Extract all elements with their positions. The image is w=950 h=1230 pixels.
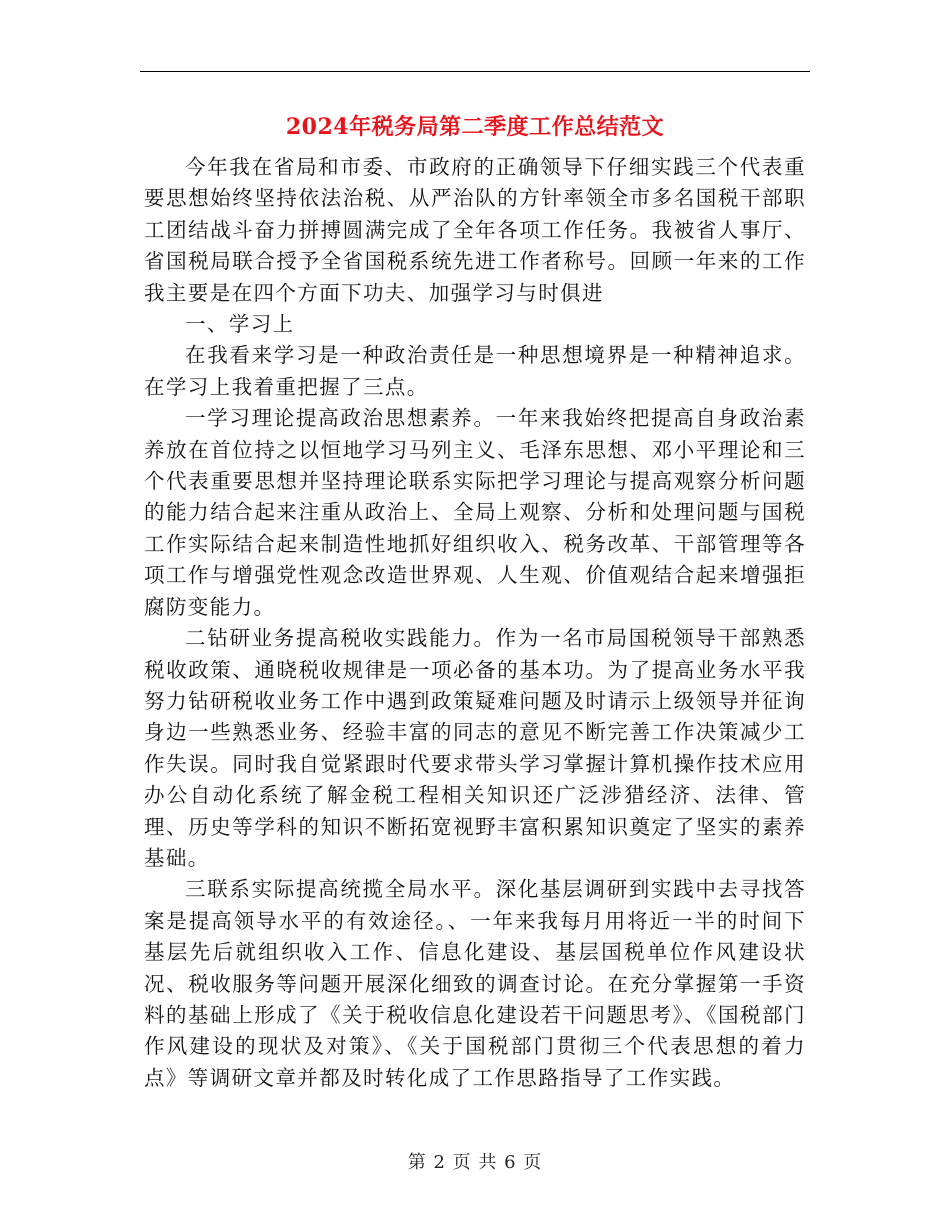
paragraph-point-one: 一学习理论提高政治思想素养。一年来我始终把提高自身政治素养放在首位持之以恒地学习马列主义、毛泽东思想、邓小平理论和三个代表重要思想并坚持理论联系实际把学习理论与提高观察分析问题的能力结合起来注重从政治上、全局上观察、分析和处理问题与国税工作实际结合起来制造性地抓好组织收入、税务改革、干部管理等各项工作与增强党性观念改造世界观、人生观、价值观结合起来增强拒腐防变能力。: [144, 406, 806, 619]
paragraph-point-three: 三联系实际提高统揽全局水平。深化基层调研到实践中去寻找答案是提高领导水平的有效途径。、一年来我每月用将近一半的时间下基层先后就组织收入工作、信息化建设、基层国税单位作风建设状况、税收服务等问题开展深化细致的调查讨论。在充分掌握第一手资料的基础上形成了《关于税收信息化建设若干问题思考》、《国税部门作风建设的现状及对策》、《关于国税部门贯彻三个代表思想的着力点》等调研文章并都及时转化成了工作思路指导了工作实践。: [144, 877, 806, 1090]
document-title: 2024年税务局第二季度工作总结范文: [285, 114, 665, 140]
paragraph-study-overview: 在我看来学习是一种政治责任是一种思想境界是一种精神追求。在学习上我着重把握了三点。: [144, 343, 806, 399]
header-rule: [140, 71, 810, 72]
document-body: [144, 152, 806, 1094]
page-number: 第 2 页 共 6 页: [407, 1152, 543, 1173]
paragraph-point-two: 二钻研业务提高税收实践能力。作为一名市局国税领导干部熟悉税收政策、通晓税收规律是一项必备的基本功。为了提高业务水平我努力钻研税收业务工作中遇到政策疑难问题及时请示上级领导并征询身边一些熟悉业务、经验丰富的同志的意见不断完善工作决策减少工作失误。同时我自觉紧跟时代要求带头学习掌握计算机操作技术应用办公自动化系统了解金税工程相关知识还广泛涉猎经济、法律、管理、历史等学科的知识不断拓宽视野丰富积累知识奠定了坚实的素养基础。: [144, 626, 806, 870]
section-heading-study: 一、学习上: [185, 312, 295, 337]
paragraph-intro: 今年我在省局和市委、市政府的正确领导下仔细实践三个代表重要思想始终坚持依法治税、从严治队的方针率领全市多名国税干部职工团结战斗奋力拼搏圆满完成了全年各项工作任务。我被省人事厅、省国税局联合授予全省国税系统先进工作者称号。回顾一年来的工作我主要是在四个方面下功夫、加强学习与时俱进: [144, 155, 806, 305]
